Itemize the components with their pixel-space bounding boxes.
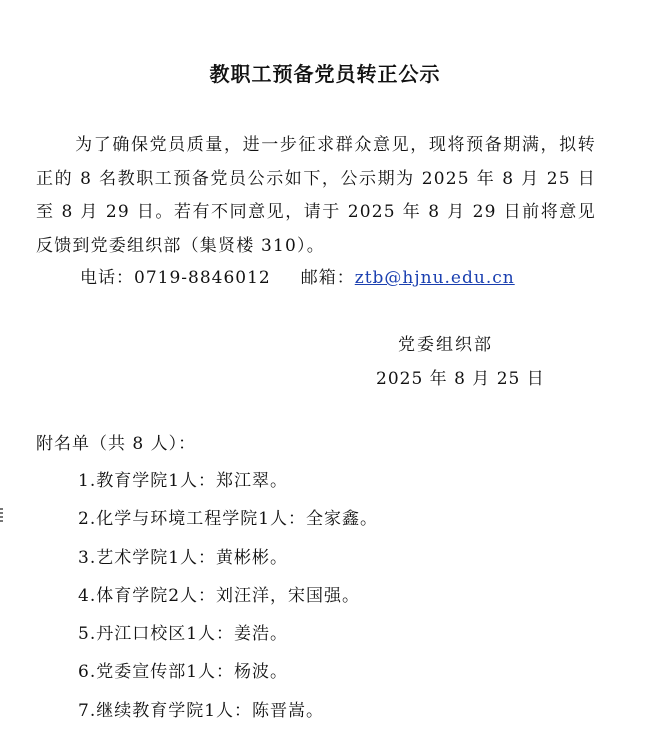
email-link[interactable]: ztb@hjnu.edu.cn: [354, 268, 515, 288]
list-item: 1.教育学院1人：郑江翠。: [78, 471, 289, 491]
list-item: 6.党委宣传部1人：杨波。: [78, 662, 289, 683]
phone-number: 0719-8846012: [134, 268, 271, 288]
list-item: 3.艺术学院1人：黄彬彬。: [78, 547, 289, 568]
email-label: 邮箱：: [300, 268, 355, 288]
nominee-list: [78, 466, 378, 734]
announcement-paragraph: 为了确保党员质量，进一步征求群众意见，现将预备期满，拟转正的 8 名教职工预备党员公示如下，公示期为 2025 年 8 月 25 日至 8 月 29 日。若有不同意见，请于 2025 年 8 月 29 日前将意见反馈到党委组织部（集贤楼 310）。: [36, 135, 596, 256]
page-edge-marker: [0, 508, 3, 522]
signature-date: 2025 年 8 月 25 日: [376, 369, 545, 389]
list-item: 5.丹江口校区1人：姜浩。: [78, 624, 289, 645]
list-item: 2.化学与环境工程学院1人：全家鑫。: [78, 509, 379, 530]
contact-line: [80, 263, 515, 293]
list-heading: 附名单（共 8 人）：: [36, 434, 197, 454]
signature-org: 党委组织部: [398, 335, 493, 355]
document-title: 教职工预备党员转正公示: [209, 62, 441, 86]
phone-label: 电话：: [80, 268, 134, 288]
list-item: 7.继续教育学院1人：陈晋嵩。: [78, 700, 325, 721]
list-item: 4.体育学院2人：刘汪洋，宋国强。: [78, 585, 361, 606]
